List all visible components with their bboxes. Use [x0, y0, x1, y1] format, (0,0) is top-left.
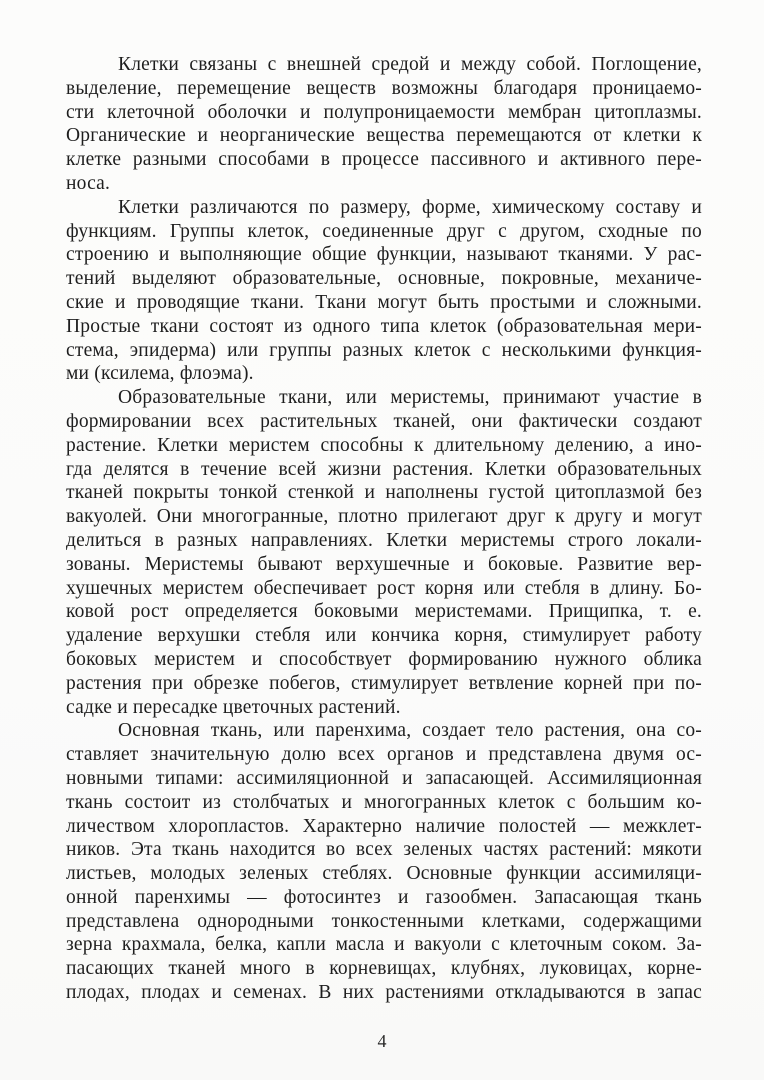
- paragraph: [66, 53, 702, 196]
- text-line: Простые ткани состоят из одного типа клеток (образовательная мери-: [66, 315, 702, 337]
- text-line: Клетки различаются по размеру, форме, химическому составу и: [118, 196, 702, 218]
- text-body: [66, 53, 702, 1005]
- text-line: строению и выполняющие общие функции, называют тканями. У рас-: [66, 244, 702, 266]
- paragraph: [66, 196, 702, 386]
- text-line: ников. Эта ткань находится во всех зеленых частях растений: мякоти: [66, 839, 702, 861]
- text-line: выделение, перемещение веществ возможны благодаря проницаемо-: [66, 77, 702, 99]
- text-line: садке и пересадке цветочных растений.: [66, 696, 401, 718]
- text-line: стема, эпидерма) или группы разных клеток с несколькими функция-: [66, 339, 702, 361]
- text-line: ткань состоит из столбчатых и многогранных клеток с большим ко-: [66, 791, 702, 813]
- text-line: онной паренхимы — фотосинтез и газообмен. Запасающая ткань: [66, 886, 702, 908]
- text-line: новными типами: ассимиляционной и запасающей. Ассимиляционная: [66, 767, 702, 789]
- page-footer: [0, 1031, 764, 1052]
- text-line: гда делятся в течение всей жизни растения. Клетки образовательных: [66, 458, 702, 480]
- paragraph: [66, 386, 702, 719]
- text-line: зерна крахмала, белка, капли масла и вакуоли с клеточным соком. За-: [66, 934, 702, 956]
- text-line: растения при обрезке побегов, стимулирует ветвление корней при по-: [66, 672, 702, 694]
- text-line: ставляет значительную долю всех органов и представлена двумя ос-: [66, 744, 702, 766]
- text-line: Органические и неорганические вещества перемещаются от клетки к: [66, 125, 702, 147]
- text-line: формировании всех растительных тканей, они фактически создают: [66, 410, 702, 432]
- text-line: тений выделяют образовательные, основные, покровные, механиче-: [66, 268, 702, 290]
- text-line: зованы. Меристемы бывают верхушечные и боковые. Развитие вер-: [66, 553, 702, 575]
- text-line: хушечных меристем обеспечивает рост корня или стебля в длину. Бо-: [66, 577, 702, 599]
- text-line: ми (ксилема, флоэма).: [66, 363, 254, 385]
- page-number: 4: [377, 1031, 387, 1051]
- text-line: ковой рост определяется боковыми меристемами. Прищипка, т. е.: [66, 601, 702, 623]
- text-line: личеством хлоропластов. Характерно наличие полостей — межклет-: [66, 815, 702, 837]
- text-line: растение. Клетки меристем способны к длительному делению, а ино-: [66, 434, 702, 456]
- text-line: пасающих тканей много в корневищах, клубнях, луковицах, корне-: [66, 958, 702, 980]
- text-line: ские и проводящие ткани. Ткани могут быть простыми и сложными.: [66, 291, 702, 313]
- text-line: клетке разными способами в процессе пассивного и активного пере-: [66, 149, 702, 171]
- text-line: Основная ткань, или паренхима, создает тело растения, она со-: [118, 720, 702, 742]
- text-line: делиться в разных направлениях. Клетки меристемы строго локали-: [66, 529, 702, 551]
- text-line: сти клеточной оболочки и полупроницаемости мембран цитоплазмы.: [66, 101, 702, 123]
- text-line: тканей покрыты тонкой стенкой и наполнены густой цитоплазмой без: [66, 482, 702, 504]
- text-line: листьев, молодых зеленых стеблях. Основные функции ассимиляци-: [66, 863, 702, 885]
- text-line: Образовательные ткани, или меристемы, принимают участие в: [118, 387, 702, 409]
- text-line: плодах, плодах и семенах. В них растениями откладываются в запас: [66, 982, 702, 1004]
- text-line: Клетки связаны с внешней средой и между собой. Поглощение,: [118, 54, 702, 75]
- text-line: функциям. Группы клеток, соединенные друг с другом, сходные по: [66, 220, 702, 242]
- text-line: боковых меристем и способствует формированию нужного облика: [66, 648, 702, 670]
- paragraph: [66, 719, 702, 1005]
- text-line: носа.: [66, 172, 111, 194]
- text-line: удаление верхушки стебля или кончика корня, стимулирует работу: [66, 625, 702, 647]
- text-line: представлена однородными тонкостенными клетками, содержащими: [66, 910, 702, 932]
- text-line: вакуолей. Они многогранные, плотно прилегают друг к другу и могут: [66, 506, 702, 528]
